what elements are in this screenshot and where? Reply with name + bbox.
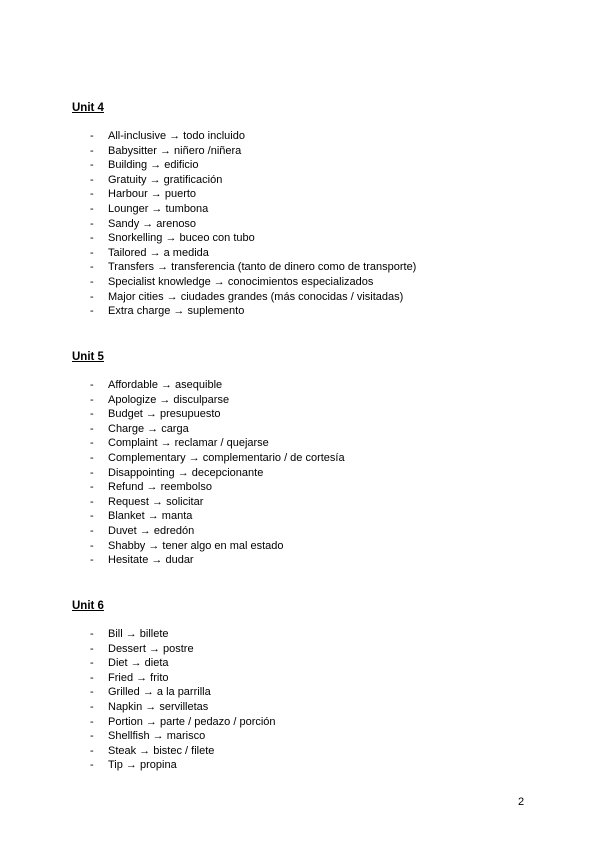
- page-number: 2: [518, 796, 525, 808]
- bullet-dash: -: [90, 686, 94, 699]
- list-item: [72, 378, 542, 393]
- vocabulary-entry: Refund → reembolso: [108, 481, 212, 494]
- bullet-dash: -: [90, 246, 94, 259]
- list-item: [72, 275, 542, 290]
- bullet-dash: -: [90, 393, 94, 406]
- vocabulary-entry: Complementary → complementario / de cortesía: [108, 451, 345, 464]
- bullet-dash: -: [90, 290, 94, 303]
- bullet-dash: -: [90, 730, 94, 743]
- vocabulary-entry: Budget → presupuesto: [108, 408, 221, 421]
- bullet-dash: -: [90, 422, 94, 435]
- vocabulary-entry: Apologize → disculparse: [108, 393, 230, 406]
- list-item: [72, 436, 542, 451]
- list-item: [72, 129, 542, 144]
- bullet-dash: -: [90, 188, 94, 201]
- vocabulary-entry: Dessert → postre: [108, 642, 194, 655]
- vocabulary-entry: Sandy → arenoso: [108, 217, 197, 230]
- vocabulary-list: [72, 627, 542, 773]
- list-item: [72, 553, 542, 568]
- list-item: [72, 217, 542, 232]
- bullet-dash: -: [90, 173, 94, 186]
- vocabulary-entry: Major cities → ciudades grandes (más conocidas / visitadas): [108, 290, 404, 303]
- bullet-dash: -: [90, 510, 94, 523]
- vocabulary-entry: Tailored → a medida: [108, 246, 209, 259]
- vocabulary-entry: Tip → propina: [108, 759, 177, 772]
- bullet-dash: -: [90, 275, 94, 288]
- vocabulary-list: [72, 378, 542, 568]
- list-item: [72, 202, 542, 217]
- bullet-dash: -: [90, 671, 94, 684]
- bullet-dash: -: [90, 524, 94, 537]
- list-item: [72, 656, 542, 671]
- unit-heading: Unit 6: [72, 600, 104, 612]
- bullet-dash: -: [90, 628, 94, 640]
- list-item: [72, 627, 542, 642]
- bullet-dash: -: [90, 217, 94, 230]
- vocabulary-entry: Napkin → servilletas: [108, 700, 209, 713]
- vocabulary-entry: Fried → frito: [108, 671, 169, 684]
- vocabulary-entry: Bill → billete: [108, 628, 169, 640]
- list-item: [72, 187, 542, 202]
- vocabulary-entry: Steak → bistec / filete: [108, 744, 215, 757]
- bullet-dash: -: [90, 759, 94, 772]
- list-item: [72, 466, 542, 481]
- vocabulary-entry: Affordable → asequible: [108, 379, 223, 391]
- vocabulary-entry: Lounger → tumbona: [108, 202, 209, 215]
- vocabulary-entry: Portion → parte / pedazo / porción: [108, 715, 276, 728]
- list-item: [72, 231, 542, 246]
- list-item: [72, 451, 542, 466]
- list-item: [72, 524, 542, 539]
- list-item: [72, 422, 542, 437]
- vocabulary-entry: Blanket → manta: [108, 510, 193, 523]
- bullet-dash: -: [90, 495, 94, 508]
- unit-heading: Unit 5: [72, 351, 104, 363]
- bullet-dash: -: [90, 481, 94, 494]
- vocabulary-entry: Gratuity → gratificación: [108, 173, 223, 186]
- bullet-dash: -: [90, 379, 94, 391]
- unit-4-section: [72, 100, 542, 319]
- vocabulary-entry: Babysitter → niñero /niñera: [108, 144, 242, 157]
- unit-heading: Unit 4: [72, 102, 104, 114]
- list-item: [72, 539, 542, 554]
- vocabulary-entry: Shabby → tener algo en mal estado: [108, 539, 284, 552]
- bullet-dash: -: [90, 451, 94, 464]
- list-item: [72, 685, 542, 700]
- bullet-dash: -: [90, 408, 94, 421]
- bullet-dash: -: [90, 159, 94, 172]
- bullet-dash: -: [90, 305, 94, 318]
- list-item: [72, 495, 542, 510]
- vocabulary-entry: All-inclusive → todo incluido: [108, 130, 245, 142]
- list-item: [72, 671, 542, 686]
- list-item: [72, 246, 542, 261]
- bullet-dash: -: [90, 130, 94, 142]
- vocabulary-entry: Hesitate → dudar: [108, 554, 194, 567]
- vocabulary-entry: Diet → dieta: [108, 657, 169, 670]
- bullet-dash: -: [90, 466, 94, 479]
- vocabulary-entry: Request → solicitar: [108, 495, 204, 508]
- list-item: [72, 144, 542, 159]
- bullet-dash: -: [90, 657, 94, 670]
- vocabulary-entry: Snorkelling → buceo con tubo: [108, 232, 255, 245]
- bullet-dash: -: [90, 539, 94, 552]
- list-item: [72, 290, 542, 305]
- list-item: [72, 744, 542, 759]
- bullet-dash: -: [90, 554, 94, 567]
- list-item: [72, 758, 542, 773]
- vocabulary-entry: Charge → carga: [108, 422, 189, 435]
- list-item: [72, 642, 542, 657]
- bullet-dash: -: [90, 261, 94, 274]
- unit-5-section: [72, 349, 542, 568]
- bullet-dash: -: [90, 700, 94, 713]
- unit-6-section: [72, 598, 542, 773]
- vocabulary-entry: Extra charge → suplemento: [108, 305, 245, 318]
- list-item: [72, 509, 542, 524]
- vocabulary-entry: Grilled → a la parrilla: [108, 686, 211, 699]
- vocabulary-entry: Shellfish → marisco: [108, 730, 206, 743]
- list-item: [72, 173, 542, 188]
- bullet-dash: -: [90, 202, 94, 215]
- bullet-dash: -: [90, 744, 94, 757]
- list-item: [72, 729, 542, 744]
- list-item: [72, 393, 542, 408]
- vocabulary-entry: Complaint → reclamar / quejarse: [108, 437, 269, 450]
- list-item: [72, 304, 542, 319]
- vocabulary-entry: Transfers → transferencia (tanto de dinero como de transporte): [108, 261, 417, 274]
- vocabulary-list: [72, 129, 542, 319]
- bullet-dash: -: [90, 232, 94, 245]
- vocabulary-entry: Specialist knowledge → conocimientos especializados: [108, 275, 374, 288]
- vocabulary-entry: Building → edificio: [108, 159, 199, 172]
- bullet-dash: -: [90, 144, 94, 157]
- vocabulary-entry: Duvet → edredón: [108, 524, 195, 537]
- vocabulary-entry: Harbour → puerto: [108, 188, 197, 201]
- vocabulary-entry: Disappointing → decepcionante: [108, 466, 264, 479]
- list-item: [72, 260, 542, 275]
- bullet-dash: -: [90, 437, 94, 450]
- list-item: [72, 158, 542, 173]
- bullet-dash: -: [90, 715, 94, 728]
- list-item: [72, 700, 542, 715]
- list-item: [72, 480, 542, 495]
- bullet-dash: -: [90, 642, 94, 655]
- list-item: [72, 407, 542, 422]
- list-item: [72, 715, 542, 730]
